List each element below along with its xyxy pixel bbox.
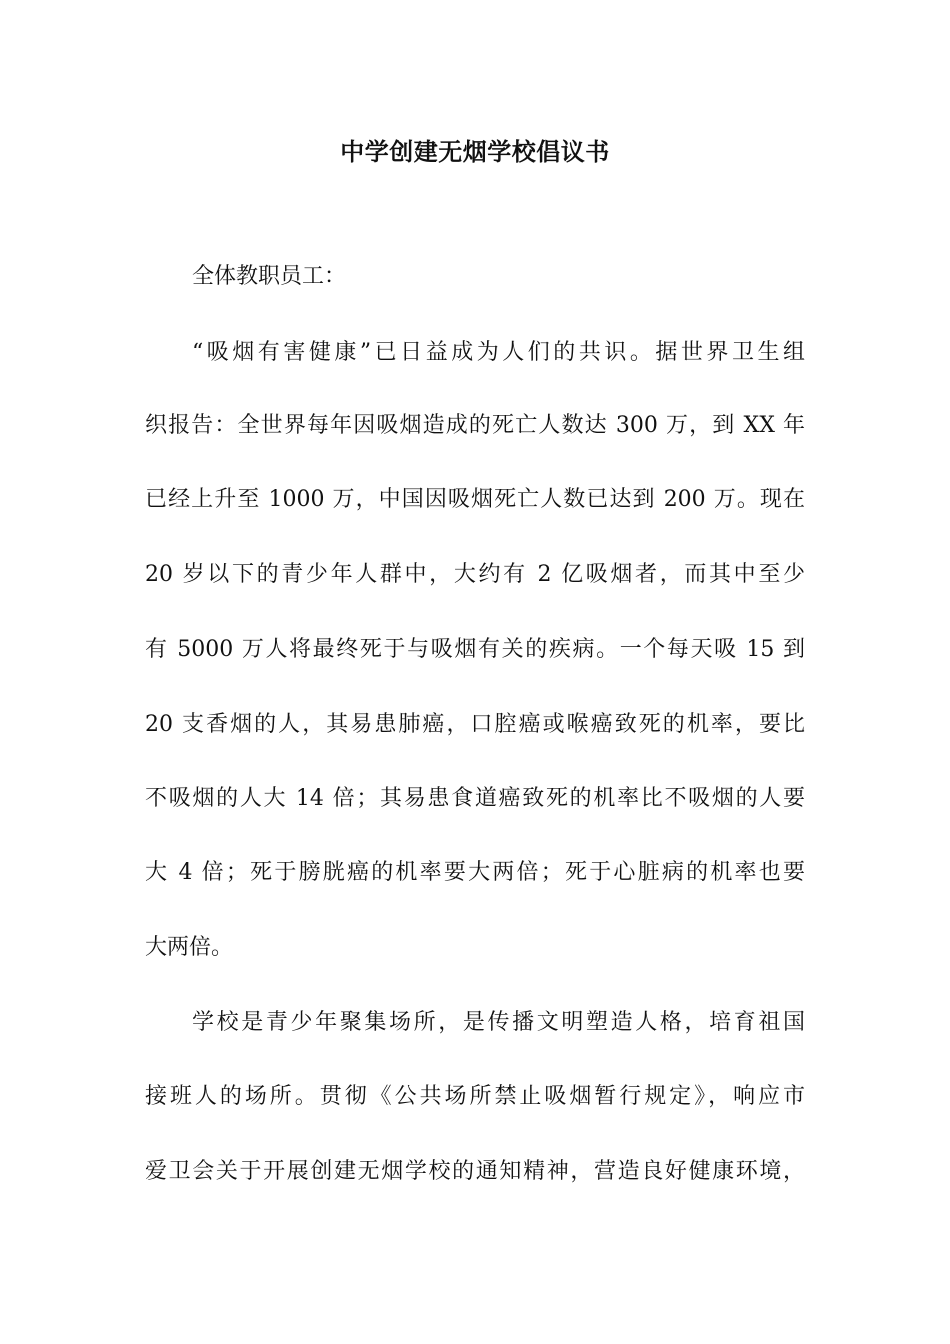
document-title: 中学创建无烟学校倡议书 <box>340 137 610 166</box>
paragraph-1-line-4: 20 岁以下的青少年人群中，大约有 2 亿吸烟者，而其中至少 <box>145 562 805 587</box>
paragraph-2-line-3: 爱卫会关于开展创建无烟学校的通知精神，营造良好健康环境， <box>145 1159 805 1184</box>
paragraph-2-line-2: 接班人的场所。贯彻《公共场所禁止吸烟暂行规定》，响应市 <box>145 1084 805 1109</box>
paragraph-1-line-1: “吸烟有害健康”已日益成为人们的共识。据世界卫生组 <box>192 340 805 365</box>
paragraph-1-line-2: 织报告：全世界每年因吸烟造成的死亡人数达 300 万，到 XX 年 <box>145 413 805 438</box>
paragraph-1-line-7: 不吸烟的人大 14 倍；其易患食道癌致死的机率比不吸烟的人要 <box>145 786 805 811</box>
paragraph-1-line-8: 大 4 倍；死于膀胱癌的机率要大两倍；死于心脏病的机率也要 <box>145 860 805 885</box>
paragraph-1-line-6: 20 支香烟的人，其易患肺癌，口腔癌或喉癌致死的机率，要比 <box>145 712 805 737</box>
salutation: 全体教职员工： <box>192 264 347 289</box>
paragraph-1-line-9: 大两倍。 <box>145 935 234 960</box>
paragraph-2-line-1: 学校是青少年聚集场所，是传播文明塑造人格，培育祖国 <box>192 1010 805 1035</box>
paragraph-1-line-5: 有 5000 万人将最终死于与吸烟有关的疾病。一个每天吸 15 到 <box>145 637 805 662</box>
paragraph-1-line-3: 已经上升至 1000 万，中国因吸烟死亡人数已达到 200 万。现在 <box>145 487 805 512</box>
